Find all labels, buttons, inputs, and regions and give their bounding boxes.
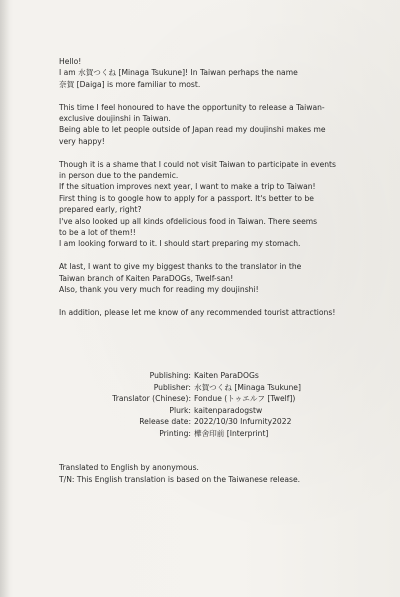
colophon-row-translator	[0, 393, 400, 405]
translated-by-line: Translated to English by anonymous.	[59, 463, 199, 472]
honour-line: This time I feel honoured to have the opportunity to release a Taiwan-	[59, 102, 325, 112]
travel-line: prepared early, right?	[59, 205, 142, 215]
honour-paragraph	[59, 102, 379, 148]
colophon-label: Publishing:	[149, 371, 191, 380]
colophon-value: kaitenparadogstw	[194, 405, 263, 415]
colophon-value: Kaiten ParaDOGs	[194, 371, 259, 380]
closing-paragraph	[59, 307, 379, 318]
travel-line: to be a lot of them!!	[59, 228, 136, 238]
colophon-row-plurk	[0, 405, 400, 417]
afterword-letter	[59, 56, 379, 330]
colophon-row-publishing	[0, 370, 400, 382]
colophon-label: Translator (Chinese):	[112, 394, 191, 404]
intro-line: I am 水賀つくね [Minaga Tsukune]! In Taiwan perhaps the name	[59, 68, 298, 78]
colophon-row-release-date	[0, 416, 400, 428]
greeting-line: Hello!	[59, 57, 82, 66]
travel-line: Though it is a shame that I could not visit Taiwan to participate in events	[59, 159, 336, 169]
colophon-label: Release date:	[139, 417, 191, 427]
honour-line: exclusive doujinshi in Taiwan.	[59, 114, 171, 124]
spine-shadow	[0, 0, 10, 597]
colophon-value: 水賀つくね [Minaga Tsukune]	[194, 382, 301, 392]
colophon-value: Fondue (トゥエルフ [Twelf])	[194, 394, 296, 404]
intro-line: 奈賀 [Daiga] is more familiar to most.	[59, 79, 201, 89]
honour-line: very happy!	[59, 136, 105, 146]
thanks-paragraph	[59, 261, 379, 295]
thanks-line: Also, thank you very much for reading my doujinshi!	[59, 285, 259, 295]
travel-line: First thing is to google how to apply for a passport. It's better to be	[59, 193, 314, 203]
travel-line: I am looking forward to it. I should start preparing my stomach.	[59, 239, 301, 249]
thanks-line: At last, I want to give my biggest thanks to the translator in the	[59, 262, 302, 272]
colophon-label: Plurk:	[169, 405, 191, 415]
translator-note-line: T/N: This English translation is based on the Taiwanese release.	[59, 474, 301, 484]
colophon-value: 樺舍印前 [Interprint]	[194, 428, 269, 438]
colophon-label: Publisher:	[153, 382, 191, 392]
colophon-label: Printing:	[159, 428, 191, 438]
translation-notes	[59, 462, 379, 485]
travel-line: in person due to the pandemic.	[59, 171, 179, 181]
colophon-value: 2022/10/30 Infurnity2022	[194, 417, 292, 427]
travel-line: If the situation improves next year, I want to make a trip to Taiwan!	[59, 182, 316, 192]
colophon-row-publisher	[0, 382, 400, 394]
colophon	[0, 370, 400, 440]
travel-line: I've also looked up all kinds ofdelicious food in Taiwan. There seems	[59, 216, 318, 226]
travel-paragraph	[59, 159, 379, 250]
honour-line: Being able to let people outside of Japan read my doujinshi makes me	[59, 125, 326, 135]
greeting-paragraph	[59, 56, 379, 90]
thanks-line: Taiwan branch of Kaiten ParaDOGs, Twelf-san!	[59, 273, 234, 283]
colophon-row-printing	[0, 428, 400, 440]
closing-line: In addition, please let me know of any recommended tourist attractions!	[59, 307, 336, 317]
